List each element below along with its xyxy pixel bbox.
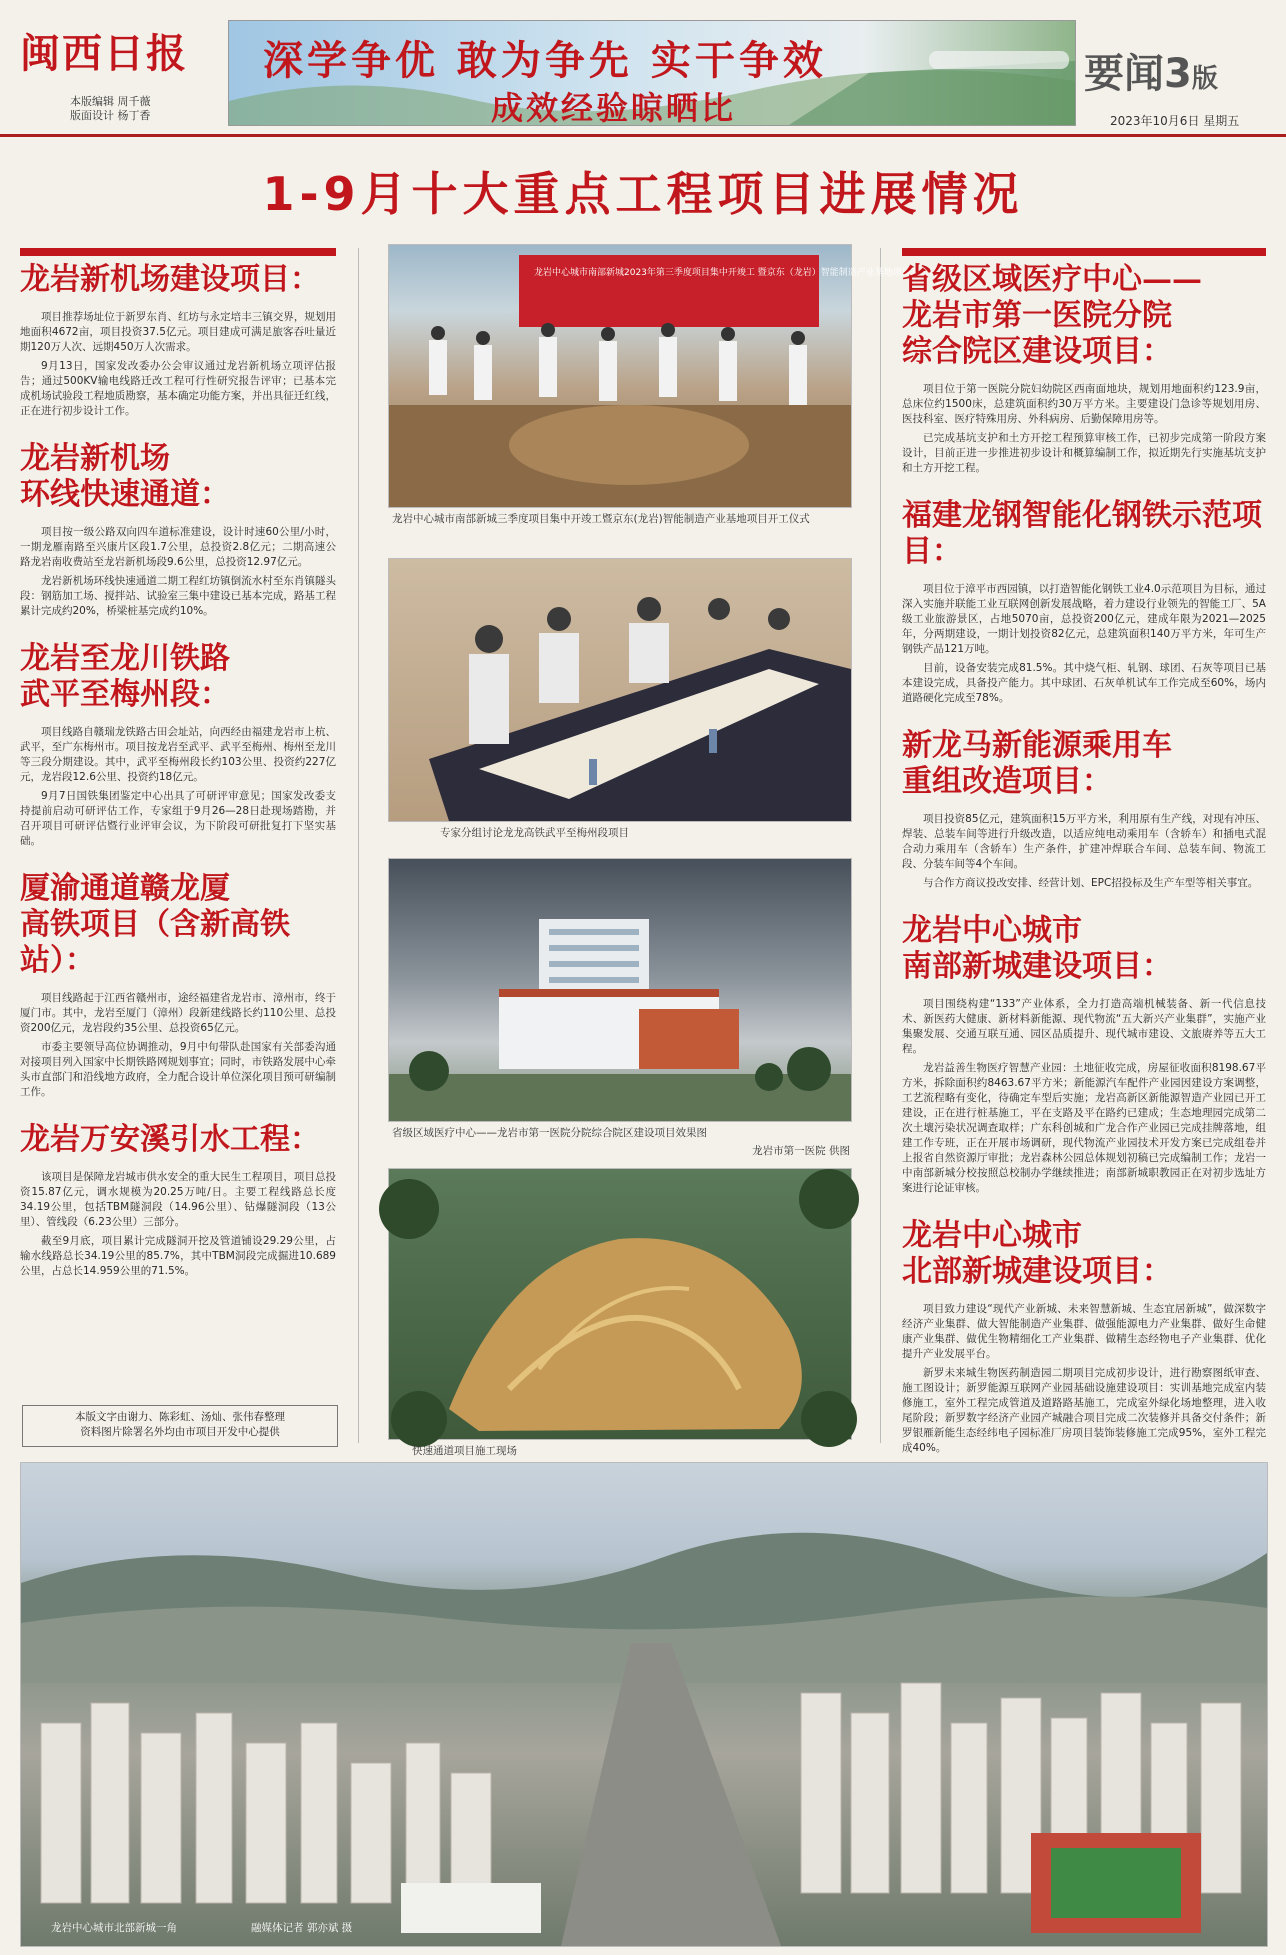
article-paragraph: 项目位于漳平市西园镇，以打造智能化钢铁工业4.0示范项目为目标，通过深入实施并联能工业互联网创新发展战略，着力建设行业领先的智能工厂、5A级工业旅游景区，占地5070亩，总投资200亿元，建成年限为2021—2025年，分两期建设，一期计划投资82亿元，总建筑面积140万平方米，年可生产钢铁产品121万吨。 (902, 583, 1266, 655)
article (20, 262, 336, 419)
backdrop-text: 龙岩中心城市南部新城2023年第三季度项目集中开竣工 暨京东（龙岩）智能制造产业基地项目开工仪式 (534, 268, 947, 278)
article-title: 龙岩新机场建设项目： (20, 262, 320, 297)
hospital-rendering (388, 858, 852, 1122)
article-paragraph: 项目按一级公路双向四车道标准建设，设计时速60公里/小时，一期龙雁南路至兴康片区段1.7公里，总投资2.8亿元；二期高速公路龙岩南收费站至龙岩新机场段9.6公里，总投资12.97亿元。 (20, 526, 336, 568)
meeting-photo (388, 558, 852, 822)
article-paragraph: 项目线路起于江西省赣州市，途经福建省龙岩市、漳州市，终于厦门市。其中，龙岩至厦门（漳州）段新建线路长约110公里、总投资200亿元，龙岩段约35公里、总投资65亿元。 (20, 992, 336, 1034)
editor-credits (70, 95, 151, 123)
article-paragraph: 该项目是保障龙岩城市供水安全的重大民生工程项目，项目总投资15.87亿元，调水规模为20.25万吨/日。主要工程线路总长度34.19公里，包括TBM隧洞段（14.96公里）、钻爆隧洞段（13公里）、管线段（6.23公里）三部分。 (20, 1171, 336, 1228)
article-paragraph: 项目线路自赣瑞龙铁路古田会址站，向西经由福建龙岩市上杭、武平，至广东梅州市。项目按龙岩至武平、武平至梅州、梅州至龙川等三段分期建设。其中，武平至梅州段长约103公里、投资约227亿元，龙岩段12.6公里、投资约18亿元。 (20, 726, 336, 783)
photo-caption: 专家分组讨论龙龙高铁武平至梅州段项目 (440, 827, 629, 839)
article-title: 福建龙钢智能化钢铁示范项目： (902, 498, 1262, 569)
photo-credit: 融媒体记者 郭亦斌 摄 (251, 1922, 353, 1934)
photo-credit: 龙岩市第一医院 供图 (752, 1145, 850, 1157)
credit-line: 本版文字由谢力、陈彩虹、汤灿、张伟春整理 (75, 1411, 285, 1423)
hospital-building-icon (389, 859, 851, 1121)
credit-line: 资料图片除署名外均由市项目开发中心提供 (80, 1426, 280, 1438)
article-paragraph: 与合作方商议投改安排、经营计划、EPC招投标及生产车型等相关事宜。 (923, 877, 1259, 889)
issue-date: 2023年10月6日 星期五 (1110, 114, 1240, 128)
article (902, 728, 1266, 891)
article (902, 262, 1266, 476)
banner-subtitle: 成效经验晾晒比 (491, 89, 737, 127)
column-divider (358, 248, 359, 1443)
article (20, 641, 336, 849)
city-skyline-icon (21, 1463, 1267, 1946)
article-title: 龙岩万安溪引水工程： (20, 1122, 320, 1157)
article-paragraph: 项目围绕构建“133”产业体系，全力打造高端机械装备、新一代信息技术、新医药大健康、新材料新能源、现代物流“五大新兴产业集群”，实施产业集聚发展、交通互联互通、园区品质提升、现代城市建设、文旅赓养等五大工程。 (902, 998, 1266, 1055)
construction-site-photo (388, 1168, 852, 1440)
article-title: 厦渝通道赣龙厦 高铁项目（含新高铁站）： (20, 871, 290, 978)
campaign-banner (228, 20, 1076, 126)
cleared-hillside-icon (389, 1169, 851, 1439)
left-column-bar (20, 248, 336, 256)
banner-slogan: 深学争优 敢为争先 实干争效 (263, 38, 827, 84)
article-title: 龙岩新机场 环线快速通道： (20, 441, 230, 512)
article-paragraph: 9月7日国铁集团鉴定中心出具了可研评审意见；国家发改委支持提前启动可研评估工作，专家组于9月26—28日赴现场踏勘，并召开项目可研评估暨行业评审会议，为下阶段可研批复打下坚实基础。 (20, 790, 336, 847)
article-title: 龙岩中心城市 南部新城建设项目： (902, 913, 1172, 984)
article-paragraph: 截至9月底，项目累计完成隧洞开挖及管道铺设29.29公里，占输水线路总长34.19公里的85.7%，其中TBM洞段完成掘进10.689公里，占总长14.959公里的71.5%。 (20, 1235, 336, 1277)
editor-line: 本版编辑 周千薇 (70, 95, 151, 108)
masthead-rule (0, 134, 1286, 137)
article-title: 龙岩至龙川铁路 武平至梅州段： (20, 641, 230, 712)
meeting-table-icon (389, 559, 851, 821)
photo-caption: 省级区域医疗中心——龙岩市第一医院分院综合院区建设项目效果图 (392, 1127, 707, 1139)
article-paragraph: 项目投资85亿元，建筑面积15万平方米，利用原有生产线，对现有冲压、焊装、总装车间等进行升级改造，以适应纯电动乘用车（含轿车）和插电式混合动力乘用车（含轿车）生产条件，扩建冲焊联合车间、总装车间、物流工段、分装车间等4个车间。 (902, 813, 1266, 870)
article-paragraph: 项目位于第一医院分院妇幼院区西南面地块，规划用地面积约123.9亩，总床位约1500床，总建筑面积约30万平方米。主要建设门急诊等规划用房、医技科室、医疗特殊用房、外科病房、后勤保障用房等。 (902, 383, 1266, 425)
article (902, 913, 1266, 1196)
section-suffix: 版 (1191, 64, 1218, 94)
groundbreaking-photo (388, 244, 947, 508)
article (20, 441, 336, 619)
article (20, 1122, 336, 1279)
article-paragraph: 9月13日，国家发改委办公会审议通过龙岩新机场立项评估报告；通过500KV输电线路迁改工程可行性研究报告评审；已基本完成机场试验段工程地质勘察，基本确定功能方案，并出具征迁红线，正在进行初步设计工作。 (20, 360, 336, 417)
page-title: 1-9月十大重点工程项目进展情况 (262, 167, 1024, 221)
photo-caption: 龙岩中心城市南部新城三季度项目集中开竣工暨京东(龙岩)智能制造产业基地项目开工仪式 (392, 513, 810, 525)
designer-line: 版面设计 杨丁香 (70, 109, 151, 122)
column-divider (880, 248, 881, 1443)
section-label (1084, 42, 1218, 99)
article-paragraph: 龙岩益善生物医疗智慧产业园：土地征收完成，房屋征收面积8198.67平方米，拆除面积约8463.67平方米；新能源汽车配件产业园因建设方案调整，工艺流程略有变化，待确定车型后实施；龙岩高新区新能源智造产业园已开工建设，正在进行桩基施工，平在支路及平在路约已建成；生态地理园完成第二次土壤污染状况调查取样；广东科创城和广龙合作产业园已完成挂牌落地，组建工作专班，正在开展市场调研，现代物流产业园技术开发方案已完成组卷并上报省自然资源厅审批；龙岩森林公园总体规划初稿已完成编制工作；龙岩一中南部新城分校按照总校制办学继续推进；南部新城职教园正在对初步选址方案进行论证审核。 (902, 1062, 1266, 1194)
photo-caption: 快速通道项目施工现场 (412, 1445, 517, 1457)
right-column-bar (902, 248, 1266, 256)
article-title: 新龙马新能源乘用车 重组改造项目： (902, 728, 1172, 799)
article-paragraph: 项目致力建设“现代产业新城、未来智慧新城、生态宜居新城”，做深数字经济产业集群、做大智能制造产业集群、做强能源电力产业集群、做好生命健康产业集群、做优生物精细化工产业集群、做精生态经物电子产业集群、优化提升产业发展平台。 (902, 1303, 1266, 1360)
article (20, 871, 336, 1100)
article-paragraph: 市委主要领导高位协调推动，9月中旬带队赴国家有关部委沟通对接项目列入国家中长期铁路网规划事宜；同时，市铁路发展中心牵头市直部门和沿线地方政府，全力配合设计单位深化项目预可研编制工作。 (20, 1041, 336, 1098)
article (902, 498, 1266, 706)
article-title: 省级区域医疗中心—— 龙岩市第一医院分院 综合院区建设项目： (902, 262, 1202, 369)
photo-caption: 龙岩中心城市北部新城一角 (51, 1922, 177, 1934)
article-paragraph: 已完成基坑支护和土方开挖工程预算审核工作，已初步完成第一阶段方案设计，目前正进一步推进初步设计和概算编制工作，拟近期先行实施基坑支护和土方开挖工程。 (902, 432, 1266, 474)
newspaper-logo: 闽西日报 (20, 30, 188, 77)
city-panorama-photo (20, 1462, 1268, 1947)
article-paragraph: 新罗未来城生物医药制造园二期项目完成初步设计，进行勘察图纸审查、施工图设计；新罗能源互联网产业园基础设施建设项目：实训基地完成室内装修施工，室外工程完成管道及道路路基施工，完成室外绿化场地整理，进入收尾阶段；新罗数字经济产业园产城融合项目完成二次装修并具备交付条件；新罗银雁新能生态经纬电子园标准厂房项目装饰装修施工完成95%，室外工程完成40%。 (902, 1367, 1266, 1454)
left-column (20, 262, 336, 1301)
section-number: 要闻3 (1084, 51, 1192, 97)
article-paragraph: 龙岩新机场环线快速通道二期工程红坊镇倒流水村至东肖镇隧头段：钢筋加工场、搅拌站、试验室三集中建设已基本完成，路基工程累计完成约20%，桥梁桩基完成约10%。 (20, 575, 336, 617)
article-paragraph: 目前，设备安装完成81.5%。其中烧气柜、轧钢、球团、石灰等项目已基本建设完成，具备投产能力。其中球团、石灰单机试车工作完成至60%，场内道路硬化完成至78%。 (902, 662, 1266, 704)
right-column (902, 262, 1266, 1478)
article (902, 1218, 1266, 1456)
groundbreaking-scene-icon (389, 245, 947, 507)
text-credit-box (22, 1405, 338, 1447)
article-paragraph: 项目推荐场址位于新罗东肖、红坊与永定培丰三镇交界，规划用地面积4672亩，项目投资37.5亿元。项目建成可满足旅客吞吐量近期120万人次、远期450万人次需求。 (20, 311, 336, 353)
article-title: 龙岩中心城市 北部新城建设项目： (902, 1218, 1172, 1289)
